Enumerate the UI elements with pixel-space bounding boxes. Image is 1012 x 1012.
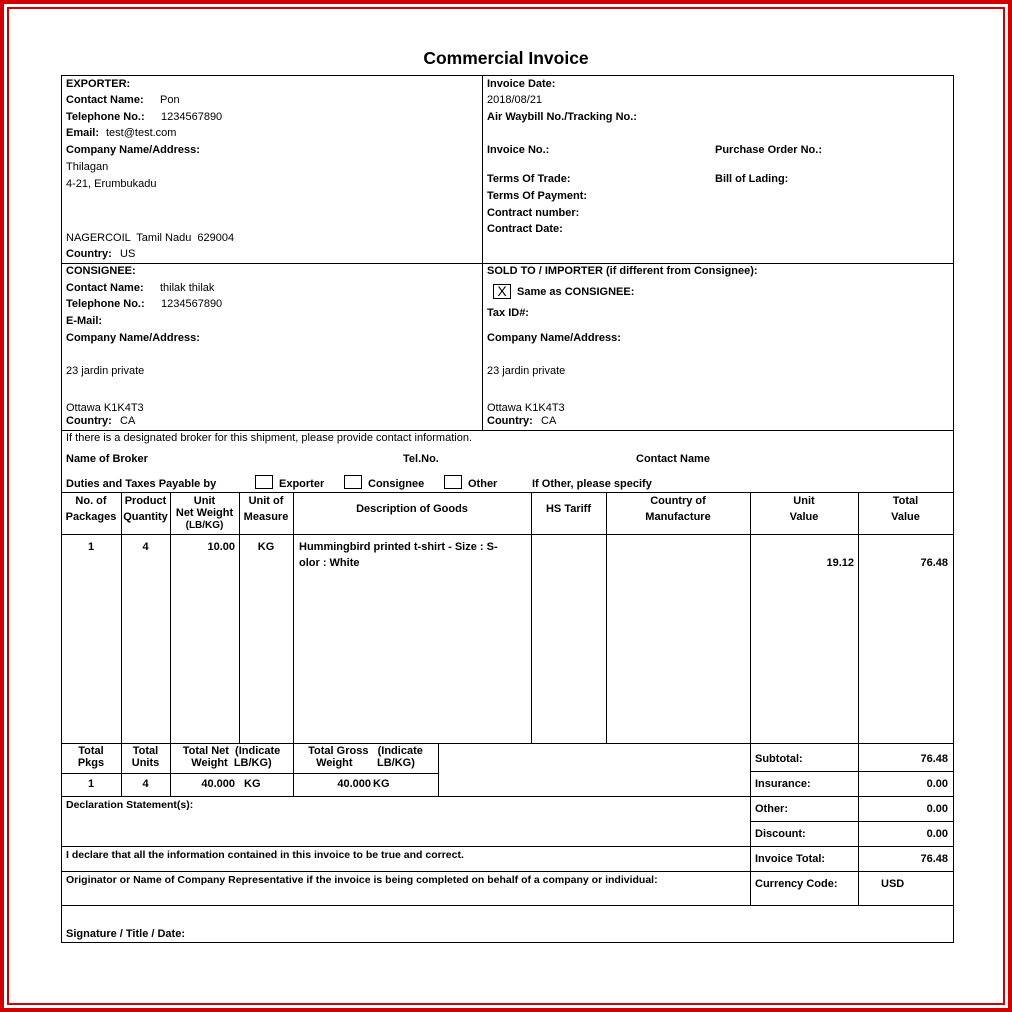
header-unit-value-line1: Unit (793, 495, 815, 507)
sold-to-city-line: Ottawa K1K4T3 (487, 402, 565, 414)
contract-date-label: Contract Date: (487, 223, 563, 235)
consignee-tel-value: 1234567890 (161, 298, 223, 310)
header-country-line2: Manufacture (645, 511, 711, 523)
total-pkgs-header-line2: Pkgs (77, 757, 105, 769)
header-quantity-line2: Quantity (123, 511, 168, 523)
terms-of-trade-label: Terms Of Trade: (487, 173, 571, 185)
waybill-label: Air Waybill No./Tracking No.: (487, 111, 637, 123)
row-unit-measure: KG (257, 541, 275, 553)
header-total-value-line1: Total (892, 495, 919, 507)
exporter-contact-value: Pon (160, 94, 180, 106)
duties-if-other-label: If Other, please specify (532, 478, 652, 490)
discount-value: 0.00 (926, 828, 948, 840)
duties-consignee-label: Consignee (368, 478, 425, 490)
consignee-tel-label: Telephone No.: (66, 298, 145, 310)
total-net-value: 40.000 (201, 778, 235, 790)
purchase-order-label: Purchase Order No.: (715, 144, 822, 156)
consignee-address-line-1: 23 jardin private (66, 365, 145, 377)
exporter-contact-label: Contact Name: (66, 94, 144, 106)
exporter-email-label: Email: (66, 127, 100, 139)
consignee-company-label: Company Name/Address: (66, 332, 200, 344)
exporter-company-label: Company Name/Address: (66, 144, 200, 156)
header-packages-line2: Packages (65, 511, 117, 523)
bill-of-lading-label: Bill of Lading: (715, 173, 789, 185)
document-title: Commercial Invoice (423, 48, 589, 68)
row-description-line2: olor : White (299, 557, 360, 569)
invoice-date-label: Invoice Date: (487, 78, 556, 90)
duties-label: Duties and Taxes Payable by (66, 478, 217, 490)
header-unit-measure-line2: Measure (243, 511, 289, 523)
total-gross-unit: KG (373, 778, 390, 790)
consignee-email-label: E-Mail: (66, 315, 103, 327)
sold-to-country-value: CA (541, 415, 557, 427)
invoice-total-value: 76.48 (920, 853, 948, 865)
tax-id-label: Tax ID#: (487, 307, 529, 319)
exporter-tel-value: 1234567890 (161, 111, 223, 123)
declaration-statement-label: Declaration Statement(s): (66, 799, 194, 811)
total-gross-header-line2: Weight LB/KG) (316, 757, 415, 769)
total-gross-value: 40.000 (337, 778, 371, 790)
sold-to-heading: SOLD TO / IMPORTER (if different from Consignee): (487, 265, 758, 277)
consignee-heading: CONSIGNEE: (66, 265, 136, 277)
duties-other-checkbox[interactable] (444, 475, 462, 489)
originator-text: Originator or Name of Company Representative if the invoice is being completed on behalf of a company or individual: (66, 874, 658, 886)
total-pkgs-header-line1: Total (78, 745, 104, 757)
discount-label: Discount: (755, 828, 806, 840)
broker-name-label: Name of Broker (66, 453, 148, 465)
consignee-country-label: Country: (66, 415, 112, 427)
exporter-city-line: NAGERCOIL Tamil Nadu 629004 (66, 232, 235, 244)
exporter-address-line-1: Thilagan (66, 161, 109, 173)
invoice-total-label: Invoice Total: (755, 853, 826, 865)
header-hs-tariff: HS Tariff (545, 503, 592, 515)
duties-exporter-checkbox[interactable] (255, 475, 273, 489)
exporter-email-value: test@test.com (106, 127, 177, 139)
consignee-city-line: Ottawa K1K4T3 (66, 402, 144, 414)
declaration-certify-text: I declare that all the information contained in this invoice to be true and correct. (66, 849, 464, 861)
insurance-label: Insurance: (755, 778, 811, 790)
invoice-date-value: 2018/08/21 (487, 94, 543, 106)
total-units-header-line2: Units (131, 757, 160, 769)
total-net-header-line2: Weight LB/KG) (191, 757, 272, 769)
contract-number-label: Contract number: (487, 207, 580, 219)
insurance-value: 0.00 (926, 778, 948, 790)
broker-tel-label: Tel.No. (403, 453, 439, 465)
total-units-header-line1: Total (132, 745, 159, 757)
sold-to-country-label: Country: (487, 415, 533, 427)
total-net-unit: KG (244, 778, 261, 790)
consignee-country-value: CA (120, 415, 136, 427)
row-net-weight: 10.00 (207, 541, 235, 553)
exporter-country-label: Country: (66, 248, 112, 260)
row-packages: 1 (87, 541, 95, 553)
broker-note: If there is a designated broker for this shipment, please provide contact information. (66, 432, 472, 444)
row-unit-value: 19.12 (826, 557, 854, 569)
broker-contact-label: Contact Name (636, 453, 710, 465)
row-quantity: 4 (142, 541, 149, 553)
same-as-consignee-checkbox[interactable]: X (493, 284, 511, 299)
other-label: Other: (755, 803, 788, 815)
header-net-weight-line2: Net Weight (175, 507, 234, 519)
duties-other-label: Other (468, 478, 498, 490)
signature-label: Signature / Title / Date: (66, 928, 185, 940)
subtotal-value: 76.48 (920, 753, 948, 765)
terms-of-payment-label: Terms Of Payment: (487, 190, 588, 202)
header-net-weight-line1: Unit (193, 495, 216, 507)
total-units-value: 4 (142, 778, 149, 790)
total-gross-header-line1: Total Gross (Indicate (308, 745, 423, 757)
header-country-line1: Country of (650, 495, 706, 507)
duties-consignee-checkbox[interactable] (344, 475, 362, 489)
total-net-header-line1: Total Net (Indicate (182, 745, 281, 757)
row-total-value: 76.48 (920, 557, 948, 569)
consignee-contact-value: thilak thilak (160, 282, 215, 294)
other-value: 0.00 (926, 803, 948, 815)
consignee-contact-label: Contact Name: (66, 282, 144, 294)
exporter-address-line-2: 4-21, Erumbukadu (66, 178, 157, 190)
header-total-value-line2: Value (891, 511, 920, 523)
header-net-weight-line3: (LB/KG) (185, 520, 224, 531)
same-as-consignee-label: Same as CONSIGNEE: (517, 286, 635, 298)
header-unit-measure-line1: Unit of (248, 495, 284, 507)
exporter-heading: EXPORTER: (66, 78, 131, 90)
invoice-number-label: Invoice No.: (487, 144, 550, 156)
currency-code-label: Currency Code: (755, 878, 838, 890)
exporter-country-value: US (120, 248, 136, 260)
exporter-tel-label: Telephone No.: (66, 111, 145, 123)
total-pkgs-value: 1 (87, 778, 95, 790)
row-description-line1: Hummingbird printed t-shirt - Size : S- (299, 541, 498, 553)
header-quantity-line1: Product (124, 495, 167, 507)
currency-code-value: USD (881, 878, 905, 890)
sold-to-company-label: Company Name/Address: (487, 332, 621, 344)
sold-to-address-line-1: 23 jardin private (487, 365, 566, 377)
subtotal-label: Subtotal: (755, 753, 803, 765)
header-unit-value-line2: Value (789, 511, 819, 523)
header-description: Description of Goods (356, 503, 468, 515)
duties-exporter-label: Exporter (279, 478, 325, 490)
header-packages-line1: No. of (75, 495, 107, 507)
